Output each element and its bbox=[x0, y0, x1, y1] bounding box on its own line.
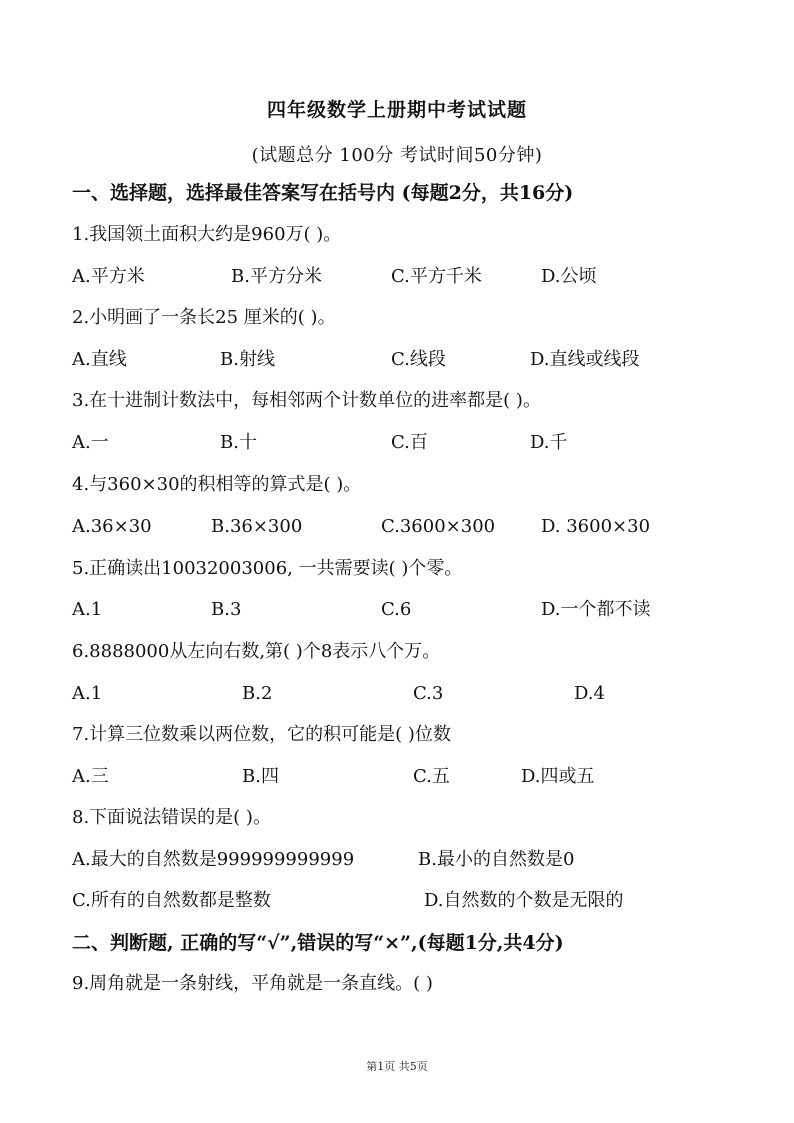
section1-heading: 一、选择题，选择最佳答案写在括号内 (每题2分，共16分) bbox=[72, 182, 574, 204]
question-3: 3.在十进制计数法中，每相邻两个计数单位的进率都是( )。 bbox=[72, 390, 541, 411]
q7-option-a: A.三 bbox=[72, 766, 109, 787]
q7-option-c: C.五 bbox=[413, 766, 450, 787]
q5-option-d: D.一个都不读 bbox=[541, 599, 651, 620]
q6-option-a: A.1 bbox=[72, 683, 103, 704]
q4-option-a: A.36×30 bbox=[72, 516, 152, 537]
q2-option-c: C.线段 bbox=[391, 349, 446, 370]
q8-option-a: A.最大的自然数是999999999999 bbox=[72, 849, 355, 870]
question-8: 8.下面说法错误的是( )。 bbox=[72, 807, 271, 828]
question-1: 1.我国领土面积大约是960万( )。 bbox=[72, 224, 342, 245]
question-4: 4.与360×30的积相等的算式是( )。 bbox=[72, 474, 362, 495]
q5-option-a: A.1 bbox=[72, 599, 103, 620]
q3-option-b: B.十 bbox=[220, 432, 257, 453]
q1-option-c: C.平方千米 bbox=[391, 266, 482, 287]
q4-option-b: B.36×300 bbox=[211, 516, 303, 537]
q5-option-c: C.6 bbox=[381, 599, 412, 620]
q1-option-d: D.公顷 bbox=[541, 266, 597, 287]
q6-option-b: B.2 bbox=[242, 683, 273, 704]
q4-option-c: C.3600×300 bbox=[381, 516, 496, 537]
q3-option-c: C.百 bbox=[391, 432, 428, 453]
question-5: 5.正确读出10032003006, 一共需要读( )个零。 bbox=[72, 558, 463, 579]
q2-option-b: B.射线 bbox=[220, 349, 275, 370]
page-footer: 第1页 共5页 bbox=[366, 1060, 428, 1073]
question-7: 7.计算三位数乘以两位数，它的积可能是( )位数 bbox=[72, 724, 451, 745]
q2-option-d: D.直线或线段 bbox=[530, 349, 640, 370]
q8-option-c: C.所有的自然数都是整数 bbox=[72, 890, 271, 911]
q7-option-b: B.四 bbox=[242, 766, 279, 787]
q6-option-c: C.3 bbox=[413, 683, 444, 704]
q7-option-d: D.四或五 bbox=[521, 766, 595, 787]
question-2: 2.小明画了一条长25 厘米的( )。 bbox=[72, 307, 336, 328]
q3-option-a: A.一 bbox=[72, 432, 109, 453]
q1-option-a: A.平方米 bbox=[72, 266, 145, 287]
q5-option-b: B.3 bbox=[211, 599, 242, 620]
q4-option-d: D. 3600×30 bbox=[541, 516, 651, 537]
page-subtitle: (试题总分 100分 考试时间50分钟) bbox=[251, 145, 543, 166]
q8-option-b: B.最小的自然数是0 bbox=[418, 849, 575, 870]
question-9: 9.周角就是一条射线，平角就是一条直线。( ) bbox=[72, 973, 433, 994]
q6-option-d: D.4 bbox=[574, 683, 605, 704]
question-6: 6.8888000从左向右数,第( )个8表示八个万。 bbox=[72, 641, 441, 662]
section2-heading: 二、判断题, 正确的写“√”,错误的写“×”,(每题1分,共4分) bbox=[72, 932, 564, 954]
q2-option-a: A.直线 bbox=[72, 349, 127, 370]
q3-option-d: D.千 bbox=[530, 432, 568, 453]
q8-option-d: D.自然数的个数是无限的 bbox=[424, 890, 624, 911]
q1-option-b: B.平方分米 bbox=[231, 266, 322, 287]
page-title: 四年级数学上册期中考试试题 bbox=[266, 99, 527, 121]
